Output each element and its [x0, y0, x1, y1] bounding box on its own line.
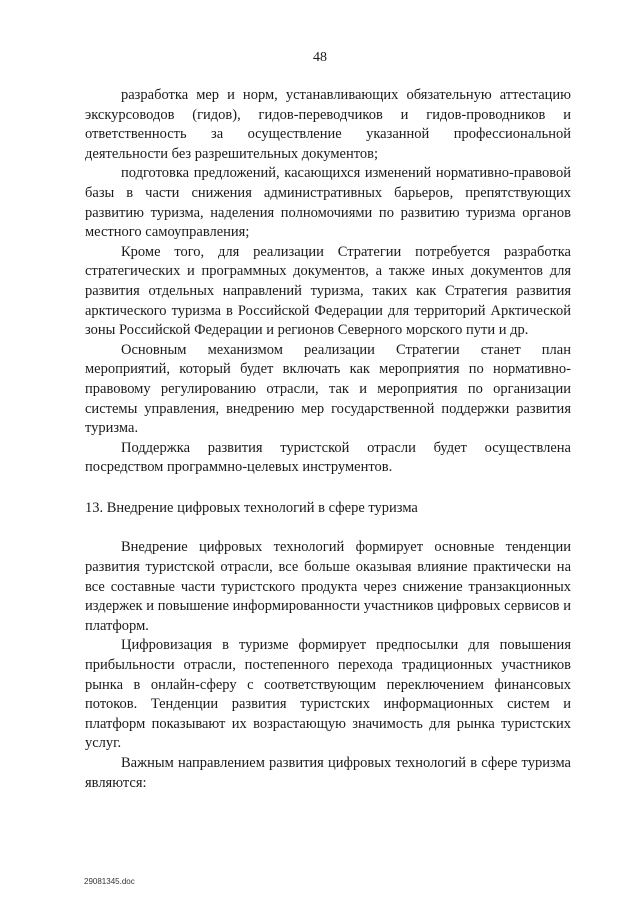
paragraph: Важным направлением развития цифровых технологий в сфере туризма являются:: [85, 755, 571, 791]
file-name-footer: 29081345.doc: [84, 877, 135, 886]
paragraph: Основным механизмом реализации Стратегии станет план мероприятий, который будет включать как мероприятия по нормативно-правовому регулированию отрасли, так и мероприятия по организации системы управления, внедрению мер государственной поддержки развития туризма.: [85, 341, 571, 437]
paragraph: Кроме того, для реализации Стратегии потребуется разработка стратегических и программных документов, а также иных документов для развития отдельных направлений туризма, таких как Стратегия развития арктического туризма в Российской Федерации для территорий Арктической зоны Российской Федерации и регионов Северного морского пути и др.: [85, 243, 571, 339]
paragraph: подготовка предложений, касающихся изменений нормативно-правовой базы в части снижения административных барьеров, препятствующих развитию туризма, наделения полномочиями по развитию туризма органов местного самоуправления;: [85, 165, 571, 241]
document-body: [85, 86, 571, 793]
paragraph: разработка мер и норм, устанавливающих обязательную аттестацию экскурсоводов (гидов), гидов-переводчиков и гидов-проводников и ответственность за осуществление указанной профессиональной деятельности без разрешительных документов;: [85, 87, 571, 162]
paragraph: Цифровизация в туризме формирует предпосылки для повышения прибыльности отрасли, постепенного перехода традиционных участников рынка в онлайн-сферу с соответствующим переключением финансовых потоков. Тенденции развития туристских информационных систем и платформ показывают их возрастающую значимость для рынка туристских услуг.: [85, 637, 571, 752]
paragraph: Поддержка развития туристской отрасли будет осуществлена посредством программно-целевых инструментов.: [85, 439, 571, 476]
paragraph: Внедрение цифровых технологий формирует основные тенденции развития туристской отрасли, все больше оказывая влияние практически на все составные части туристского продукта через снижение транзакционных издержек и повышение информированности участников цифровых сервисов и платформ.: [85, 539, 571, 634]
page-number: 48: [313, 50, 327, 65]
section-heading: 13. Внедрение цифровых технологий в сфере туризма: [85, 499, 418, 516]
